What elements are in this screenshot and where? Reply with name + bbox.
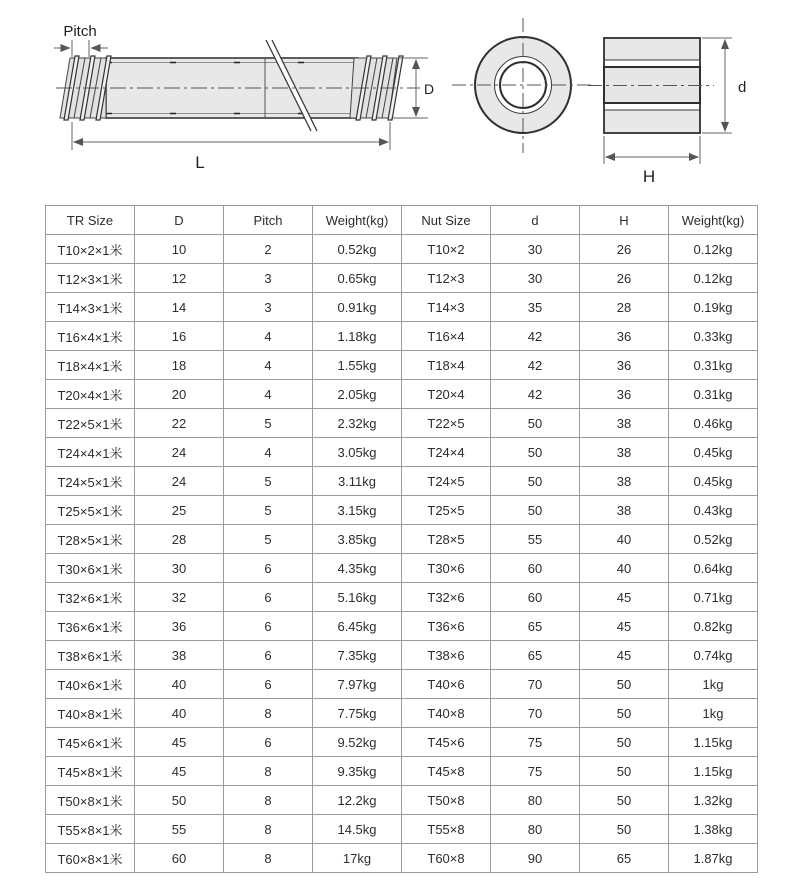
table-cell: 0.64kg	[669, 554, 758, 583]
table-cell: 0.71kg	[669, 583, 758, 612]
pitch-dimension	[54, 23, 108, 57]
table-cell: 22	[135, 409, 224, 438]
table-cell: 0.91kg	[313, 293, 402, 322]
table-cell: T18×4×1米	[46, 351, 135, 380]
table-cell: 38	[580, 496, 669, 525]
table-cell: T30×6×1米	[46, 554, 135, 583]
table-cell: 6	[224, 641, 313, 670]
table-cell: 40	[135, 699, 224, 728]
table-cell: T32×6	[402, 583, 491, 612]
table-cell: 45	[580, 641, 669, 670]
table-cell: 3.15kg	[313, 496, 402, 525]
table-cell: T18×4	[402, 351, 491, 380]
table-row	[46, 844, 758, 873]
table-cell: 12	[135, 264, 224, 293]
table-cell: 45	[580, 583, 669, 612]
table-cell: T38×6×1米	[46, 641, 135, 670]
table-cell: 0.12kg	[669, 264, 758, 293]
table-row	[46, 641, 758, 670]
table-row	[46, 728, 758, 757]
table-cell: 5	[224, 496, 313, 525]
table-cell: 8	[224, 815, 313, 844]
table-row	[46, 699, 758, 728]
table-cell: T45×8×1米	[46, 757, 135, 786]
table-cell: 1.87kg	[669, 844, 758, 873]
table-row	[46, 380, 758, 409]
table-cell: 12.2kg	[313, 786, 402, 815]
table-cell: 7.75kg	[313, 699, 402, 728]
table-cell: 36	[580, 351, 669, 380]
table-cell: 65	[491, 641, 580, 670]
table-cell: T40×8	[402, 699, 491, 728]
table-cell: 50	[491, 438, 580, 467]
table-cell: 0.12kg	[669, 235, 758, 264]
nut-height-dimension	[604, 136, 700, 186]
table-cell: T40×8×1米	[46, 699, 135, 728]
table-cell: 70	[491, 670, 580, 699]
table-cell: 4	[224, 438, 313, 467]
table-cell: T14×3	[402, 293, 491, 322]
table-cell: 8	[224, 699, 313, 728]
table-cell: 0.19kg	[669, 293, 758, 322]
table-row	[46, 554, 758, 583]
table-cell: 90	[491, 844, 580, 873]
table-row	[46, 322, 758, 351]
table-cell: T60×8×1米	[46, 844, 135, 873]
table-cell: 50	[491, 467, 580, 496]
table-cell: 26	[580, 235, 669, 264]
table-cell: 50	[580, 670, 669, 699]
table-cell: T16×4×1米	[46, 322, 135, 351]
table-cell: 36	[135, 612, 224, 641]
table-cell: 1.18kg	[313, 322, 402, 351]
table-cell: 50	[135, 786, 224, 815]
table-cell: 6.45kg	[313, 612, 402, 641]
table-cell: 5	[224, 409, 313, 438]
table-cell: 30	[491, 235, 580, 264]
table-cell: 0.82kg	[669, 612, 758, 641]
table-cell: 6	[224, 612, 313, 641]
table-cell: 25	[135, 496, 224, 525]
table-cell: 38	[580, 438, 669, 467]
table-cell: T36×6	[402, 612, 491, 641]
table-cell: 0.31kg	[669, 380, 758, 409]
table-cell: 60	[491, 583, 580, 612]
table-cell: T50×8	[402, 786, 491, 815]
table-cell: 14.5kg	[313, 815, 402, 844]
header-cell: Weight(kg)	[669, 206, 758, 235]
table-cell: 40	[580, 554, 669, 583]
table-cell: 50	[580, 815, 669, 844]
table-cell: T20×4×1米	[46, 380, 135, 409]
spec-table	[45, 205, 758, 873]
table-cell: T45×6	[402, 728, 491, 757]
table-cell: 55	[135, 815, 224, 844]
table-row	[46, 583, 758, 612]
table-cell: 8	[224, 844, 313, 873]
table-cell: T24×5×1米	[46, 467, 135, 496]
table-cell: 2.32kg	[313, 409, 402, 438]
table-cell: 6	[224, 583, 313, 612]
table-cell: 2.05kg	[313, 380, 402, 409]
table-cell: 60	[135, 844, 224, 873]
table-cell: 4	[224, 351, 313, 380]
table-row	[46, 670, 758, 699]
table-cell: 40	[580, 525, 669, 554]
header-row	[46, 206, 758, 235]
table-cell: 50	[580, 699, 669, 728]
table-cell: T22×5	[402, 409, 491, 438]
table-row	[46, 467, 758, 496]
table-cell: 5	[224, 525, 313, 554]
table-cell: T28×5	[402, 525, 491, 554]
table-cell: 0.45kg	[669, 438, 758, 467]
table-cell: 38	[580, 409, 669, 438]
table-row	[46, 525, 758, 554]
rod-diameter-label: D	[424, 81, 435, 97]
table-cell: T10×2×1米	[46, 235, 135, 264]
table-cell: 0.46kg	[669, 409, 758, 438]
table-cell: T22×5×1米	[46, 409, 135, 438]
table-cell: T40×6	[402, 670, 491, 699]
table-cell: 50	[491, 496, 580, 525]
table-row	[46, 438, 758, 467]
table-cell: T12×3×1米	[46, 264, 135, 293]
header-cell: d	[491, 206, 580, 235]
table-cell: 8	[224, 757, 313, 786]
table-cell: T30×6	[402, 554, 491, 583]
table-cell: 5	[224, 467, 313, 496]
table-cell: 32	[135, 583, 224, 612]
table-cell: 42	[491, 322, 580, 351]
table-cell: T32×6×1米	[46, 583, 135, 612]
header-cell: H	[580, 206, 669, 235]
table-cell: 9.35kg	[313, 757, 402, 786]
header-cell: D	[135, 206, 224, 235]
table-cell: 42	[491, 380, 580, 409]
table-row	[46, 351, 758, 380]
table-cell: 1.38kg	[669, 815, 758, 844]
table-cell: 80	[491, 815, 580, 844]
spec-table-head	[46, 206, 758, 235]
table-cell: 1kg	[669, 670, 758, 699]
table-cell: 17kg	[313, 844, 402, 873]
table-cell: 3	[224, 264, 313, 293]
nut-front-view	[452, 18, 594, 153]
table-cell: 40	[135, 670, 224, 699]
table-cell: T28×5×1米	[46, 525, 135, 554]
table-cell: 36	[580, 322, 669, 351]
table-row	[46, 293, 758, 322]
table-cell: 36	[580, 380, 669, 409]
table-cell: 1.15kg	[669, 757, 758, 786]
table-cell: 16	[135, 322, 224, 351]
table-cell: 60	[491, 554, 580, 583]
nut-side-view	[588, 38, 746, 186]
table-cell: T24×4	[402, 438, 491, 467]
table-cell: 75	[491, 757, 580, 786]
table-cell: 10	[135, 235, 224, 264]
table-cell: 1.15kg	[669, 728, 758, 757]
table-cell: 8	[224, 786, 313, 815]
table-row	[46, 612, 758, 641]
table-cell: 28	[580, 293, 669, 322]
table-cell: 4.35kg	[313, 554, 402, 583]
table-cell: T40×6×1米	[46, 670, 135, 699]
table-row	[46, 757, 758, 786]
table-cell: 7.35kg	[313, 641, 402, 670]
table-cell: T10×2	[402, 235, 491, 264]
table-cell: T55×8	[402, 815, 491, 844]
table-cell: 42	[491, 351, 580, 380]
table-cell: 1.32kg	[669, 786, 758, 815]
table-cell: T12×3	[402, 264, 491, 293]
table-row	[46, 786, 758, 815]
table-cell: T24×5	[402, 467, 491, 496]
table-cell: 24	[135, 467, 224, 496]
table-cell: 0.43kg	[669, 496, 758, 525]
table-row	[46, 815, 758, 844]
table-cell: 3.11kg	[313, 467, 402, 496]
table-cell: 20	[135, 380, 224, 409]
table-cell: T55×8×1米	[46, 815, 135, 844]
table-cell: 4	[224, 380, 313, 409]
table-cell: 6	[224, 728, 313, 757]
table-cell: 0.52kg	[313, 235, 402, 264]
table-cell: 80	[491, 786, 580, 815]
table-cell: T24×4×1米	[46, 438, 135, 467]
table-cell: T45×6×1米	[46, 728, 135, 757]
table-cell: 5.16kg	[313, 583, 402, 612]
table-cell: T38×6	[402, 641, 491, 670]
rod-length-label: L	[195, 153, 205, 172]
table-cell: 0.45kg	[669, 467, 758, 496]
table-cell: T20×4	[402, 380, 491, 409]
table-cell: T50×8×1米	[46, 786, 135, 815]
table-cell: 0.33kg	[669, 322, 758, 351]
table-cell: 30	[135, 554, 224, 583]
table-cell: 35	[491, 293, 580, 322]
table-cell: 7.97kg	[313, 670, 402, 699]
header-cell: Pitch	[224, 206, 313, 235]
table-cell: 3	[224, 293, 313, 322]
nut-groove-bottom	[605, 103, 699, 110]
table-cell: 50	[491, 409, 580, 438]
table-cell: 26	[580, 264, 669, 293]
table-row	[46, 235, 758, 264]
table-row	[46, 264, 758, 293]
header-cell: Nut Size	[402, 206, 491, 235]
table-cell: 0.31kg	[669, 351, 758, 380]
table-cell: 6	[224, 670, 313, 699]
table-cell: 6	[224, 554, 313, 583]
table-cell: T25×5×1米	[46, 496, 135, 525]
rod-length-dimension	[72, 122, 390, 172]
table-cell: 75	[491, 728, 580, 757]
table-cell: 50	[580, 757, 669, 786]
nut-groove-top	[605, 60, 699, 67]
technical-drawing-svg	[0, 0, 800, 196]
table-cell: 2	[224, 235, 313, 264]
table-cell: T25×5	[402, 496, 491, 525]
spec-table-body	[46, 235, 758, 873]
table-cell: 45	[580, 612, 669, 641]
table-cell: 24	[135, 438, 224, 467]
table-cell: T60×8	[402, 844, 491, 873]
nut-diameter-label: d	[738, 79, 747, 96]
table-cell: 70	[491, 699, 580, 728]
table-cell: 38	[135, 641, 224, 670]
table-cell: 45	[135, 757, 224, 786]
table-cell: 38	[580, 467, 669, 496]
table-cell: 65	[580, 844, 669, 873]
pitch-label: Pitch	[63, 23, 97, 40]
technical-drawing-area	[0, 0, 800, 196]
table-row	[46, 496, 758, 525]
table-cell: T36×6×1米	[46, 612, 135, 641]
table-cell: T45×8	[402, 757, 491, 786]
header-cell: TR Size	[46, 206, 135, 235]
table-cell: 1kg	[669, 699, 758, 728]
table-cell: 65	[491, 612, 580, 641]
table-cell: 55	[491, 525, 580, 554]
nut-height-label: H	[642, 167, 656, 186]
table-cell: 0.65kg	[313, 264, 402, 293]
table-cell: 18	[135, 351, 224, 380]
table-cell: 14	[135, 293, 224, 322]
table-cell: 30	[491, 264, 580, 293]
lead-screw-drawing	[54, 23, 434, 172]
table-cell: 50	[580, 728, 669, 757]
header-cell: Weight(kg)	[313, 206, 402, 235]
table-cell: 3.05kg	[313, 438, 402, 467]
table-cell: 9.52kg	[313, 728, 402, 757]
table-cell: 1.55kg	[313, 351, 402, 380]
table-row	[46, 409, 758, 438]
table-cell: 4	[224, 322, 313, 351]
table-cell: T16×4	[402, 322, 491, 351]
table-cell: T14×3×1米	[46, 293, 135, 322]
table-cell: 28	[135, 525, 224, 554]
table-cell: 3.85kg	[313, 525, 402, 554]
table-cell: 0.74kg	[669, 641, 758, 670]
table-cell: 45	[135, 728, 224, 757]
table-cell: 0.52kg	[669, 525, 758, 554]
table-cell: 50	[580, 786, 669, 815]
